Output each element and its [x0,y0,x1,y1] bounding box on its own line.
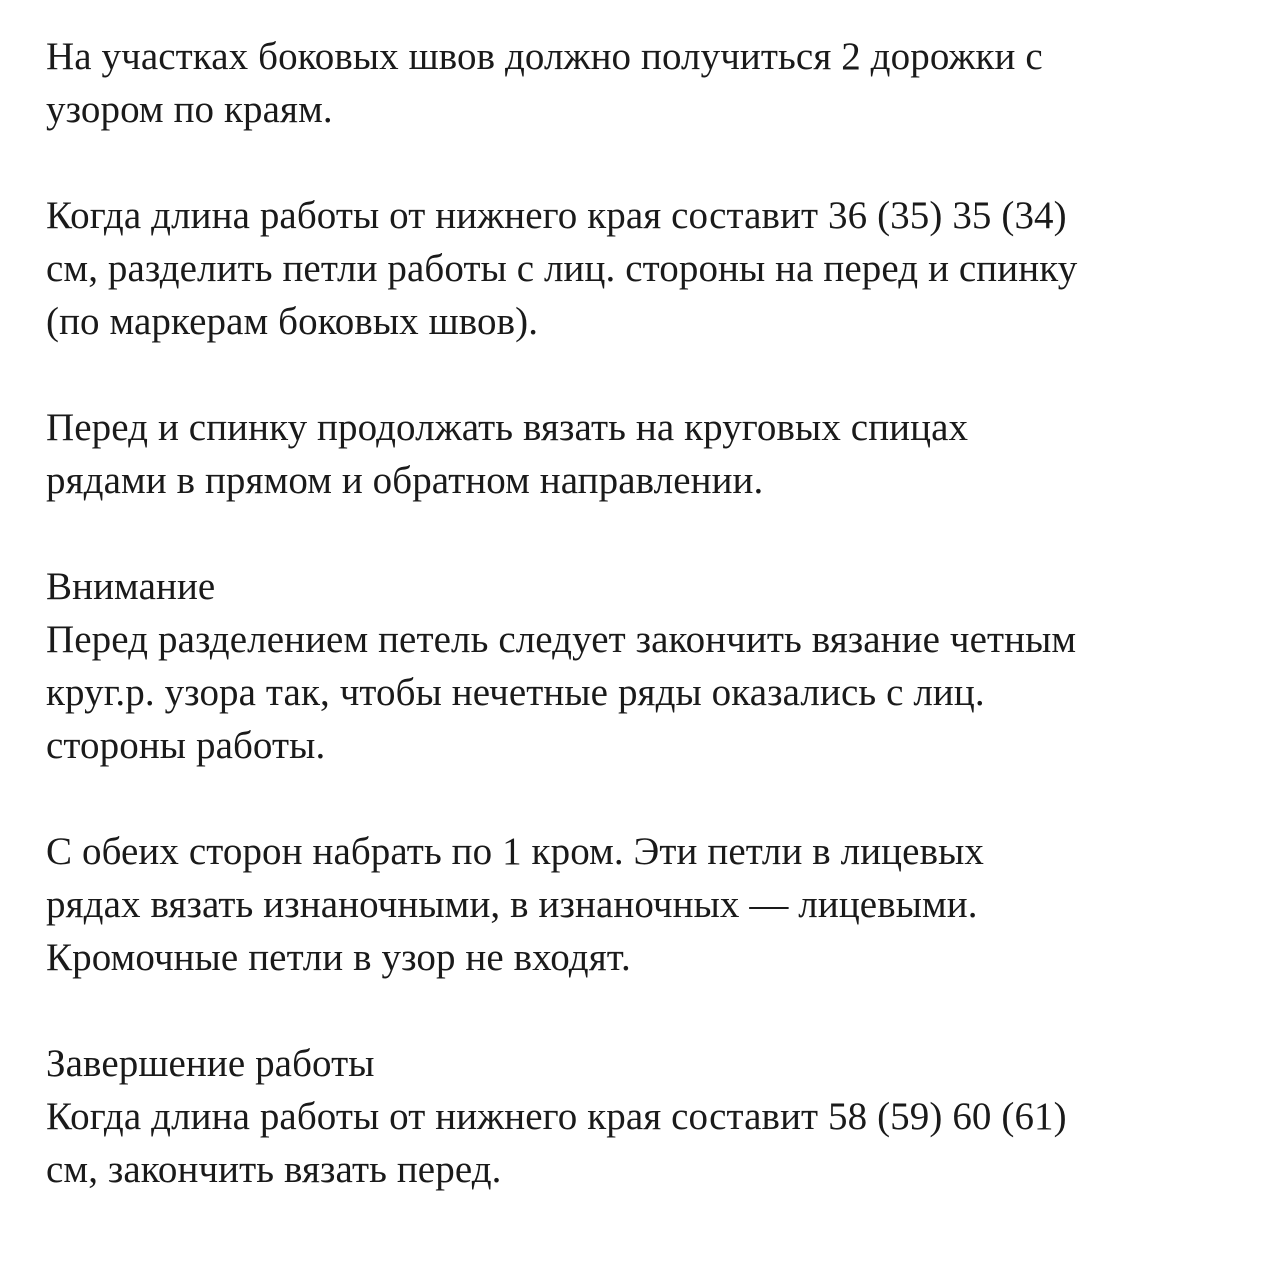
paragraph-gap [46,772,1246,825]
paragraph-side-seams [46,30,1246,136]
section-heading: Внимание [46,565,216,608]
text-line: На участках боковых швов должно получиться 2 дорожки с [46,35,1043,78]
paragraph-gap [46,348,1246,401]
text-line: стороны работы. [46,724,326,767]
text-line: Когда длина работы от нижнего края составит 36 (35) 35 (34) [46,194,1067,237]
paragraph-divide-stitches [46,189,1246,348]
paragraph-finishing [46,1037,1246,1196]
text-line: Перед разделением петель следует закончить вязание четным [46,618,1077,661]
section-heading: Завершение работы [46,1042,375,1085]
paragraph-gap [46,984,1246,1037]
text-line: рядами в прямом и обратном направлении. [46,459,764,502]
paragraph-edge-stitches [46,825,1246,984]
text-line: Когда длина работы от нижнего края составит 58 (59) 60 (61) [46,1095,1067,1138]
paragraph-gap [46,507,1246,560]
document-page [46,30,1246,1196]
text-line: см, разделить петли работы с лиц. стороны на перед и спинку [46,247,1078,290]
text-line: Перед и спинку продолжать вязать на круговых спицах [46,406,969,449]
text-line: (по маркерам боковых швов). [46,300,539,343]
paragraph-attention [46,560,1246,772]
text-line: узором по краям. [46,88,333,131]
text-line: см, закончить вязать перед. [46,1148,502,1191]
paragraph-continue-knitting [46,401,1246,507]
text-line: С обеих сторон набрать по 1 кром. Эти петли в лицевых [46,830,984,873]
paragraph-gap [46,136,1246,189]
text-line: круг.р. узора так, чтобы нечетные ряды оказались с лиц. [46,671,985,714]
text-line: рядах вязать изнаночными, в изнаночных — лицевыми. [46,883,978,926]
text-line: Кромочные петли в узор не входят. [46,936,631,979]
